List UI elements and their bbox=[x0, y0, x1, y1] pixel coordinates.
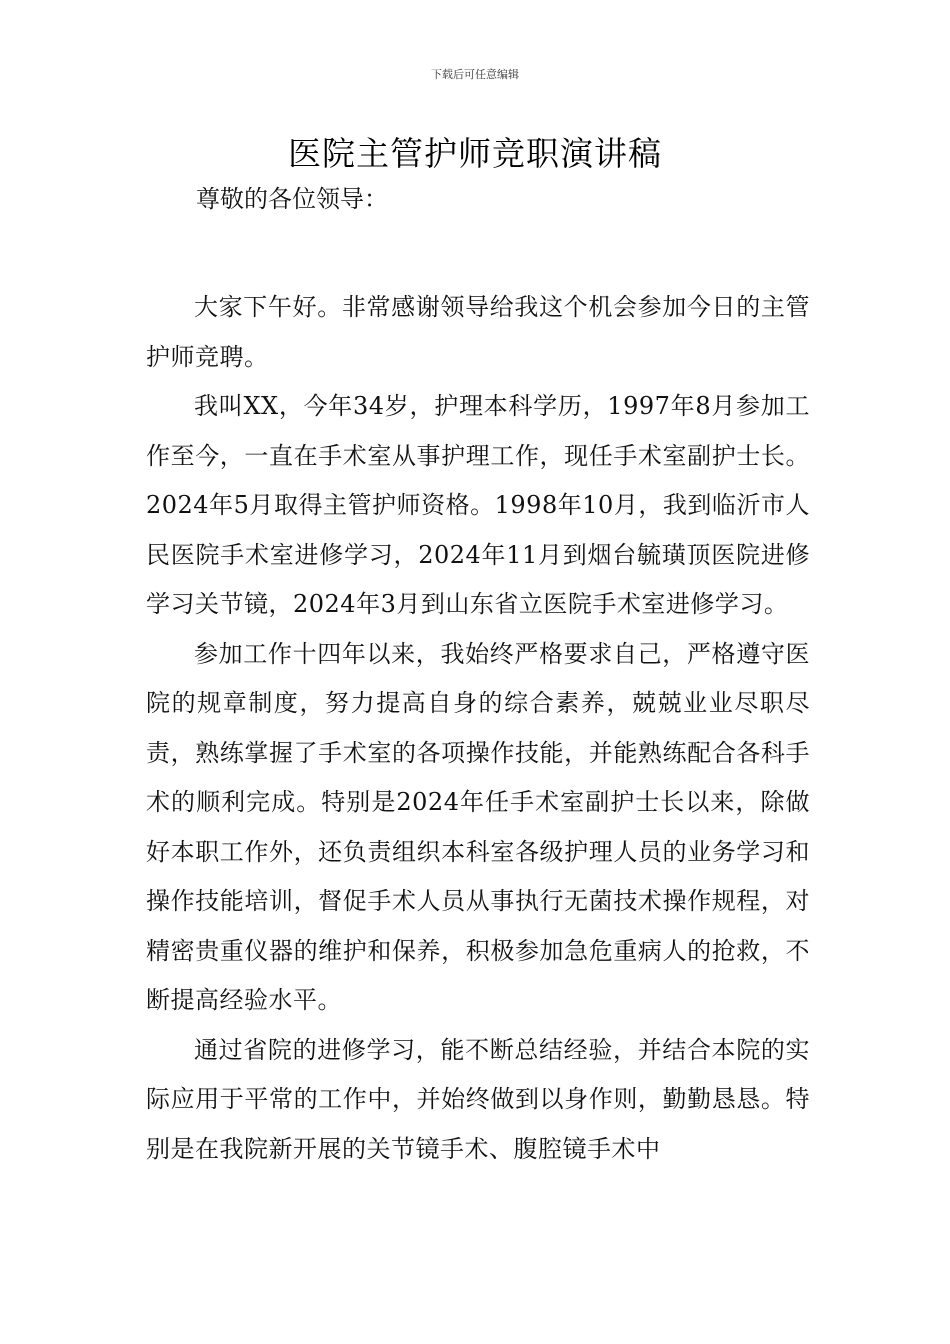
paragraph: 我叫XX，今年34岁，护理本科学历，1997年8月参加工作至今，一直在手术室从事护理工作，现任手术室副护士长。2024年5月取得主管护师资格。1998年10月，我到临沂市人民医院手术室进修学习，2024年11月到烟台毓璜顶医院进修学习关节镜，2024年3月到山东省立医院手术室进修学习。 bbox=[146, 392, 810, 618]
paragraph: 通过省院的进修学习，能不断总结经验，并结合本院的实际应用于平常的工作中，并始终做到以身作则，勤勤恳恳。特别是在我院新开展的关节镜手术、腹腔镜手术中 bbox=[146, 1035, 810, 1163]
paragraph: 参加工作十四年以来，我始终严格要求自己，严格遵守医院的规章制度，努力提高自身的综合素养，兢兢业业尽职尽责，熟练掌握了手术室的各项操作技能，并能熟练配合各科手术的顺利完成。特别是2024年任手术室副护士长以来，除做好本职工作外，还负责组织本科室各级护理人员的业务学习和操作技能培训，督促手术人员从事执行无菌技术操作规程，对精密贵重仪器的维护和保养，积极参加急危重病人的抢救，不断提高经验水平。 bbox=[146, 639, 810, 1014]
header-note: 下载后可任意编辑 bbox=[431, 68, 519, 81]
salutation: 尊敬的各位领导： bbox=[196, 185, 388, 213]
document-title: 医院主管护师竞职演讲稿 bbox=[288, 134, 662, 173]
paragraph: 大家下午好。非常感谢领导给我这个机会参加今日的主管护师竞聘。 bbox=[146, 293, 810, 371]
body-text bbox=[146, 283, 810, 1174]
